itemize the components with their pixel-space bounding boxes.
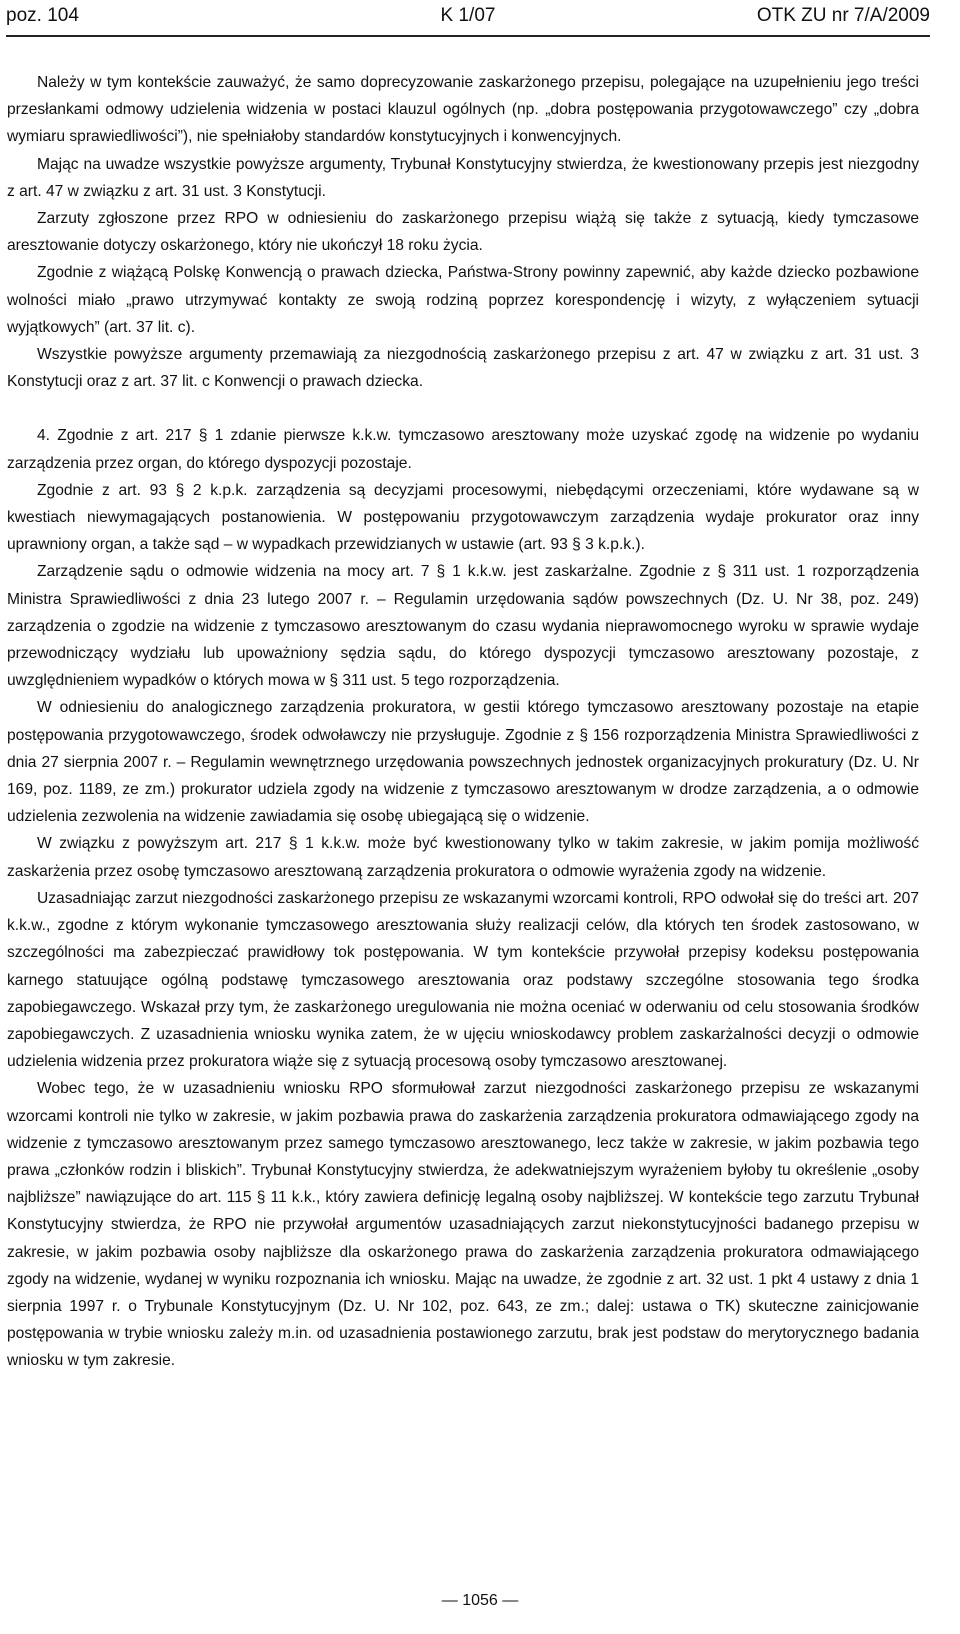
- paragraph: Uzasadniając zarzut niezgodności zaskarżonego przepisu ze wskazanymi wzorcami kontroli, RPO odwołał się do treści art. 207 k.k.w., zgodne z którym wykonanie tymczasowego aresztowania służy realizacji celów, dla których ten środek zastosowano, w szczególności ma zabezpieczać prawidłowy tok postępowania. W tym kontekście przywołał przepisy kodeksu postępowania karnego statuujące ogólną podstawę tymczasowego aresztowania oraz podstawy szczególne stosowania tego środka zapobiegawczego. Wskazał przy tym, że zaskarżonego uregulowania nie można oceniać w oderwaniu od celu stosowania środków zapobiegawczych. Z uzasadnienia wniosku wynika zatem, że w ujęciu wnioskodawcy problem zaskarżalności decyzji o odmowie udzielenia widzenia przez prokuratora wiąże się z sytuacją procesową osoby tymczasowo aresztowanej.: [7, 889, 919, 1071]
- paragraph: Zarządzenie sądu o odmowie widzenia na mocy art. 7 § 1 k.k.w. jest zaskarżalne. Zgodnie z § 311 ust. 1 rozporządzenia Ministra Sprawiedliwości z dnia 23 lutego 2007 r. – Regulamin urzędowania sądów powszechnych (Dz. U. Nr 38, poz. 249) zarządzenia o zgodzie na widzenie z tymczasowo aresztowanym do czasu wydania nieprawomocnego wyroku w sprawie wydaje przewodniczący wydziału lub upoważniony sędzia sądu, do którego dyspozycji tymczasowo aresztowany pozostaje, z uwzględnieniem wypadków o których mowa w § 311 ust. 5 tego rozporządzenia.: [7, 563, 919, 690]
- paragraph: Zgodnie z art. 93 § 2 k.p.k. zarządzenia są decyzjami procesowymi, niebędącymi orzeczeniami, które wydawane są w kwestiach niewymagających postanowienia. W postępowaniu przygotowawczym zarządzenia wydaje prokurator oraz inny uprawniony organ, a także sąd – w wypadkach przewidzianych w ustawie (art. 93 § 3 k.p.k.).: [7, 481, 919, 554]
- paragraph: Wszystkie powyższe argumenty przemawiają za niezgodnością zaskarżonego przepisu z art. 47 w związku z art. 31 ust. 3 Konstytucji oraz z art. 37 lit. c Konwencji o prawach dziecka.: [7, 346, 919, 391]
- paragraph: Zarzuty zgłoszone przez RPO w odniesieniu do zaskarżonego przepisu wiążą się także z sytuacją, kiedy tymczasowe aresztowanie dotyczy oskarżonego, który nie ukończył 18 roku życia.: [7, 210, 919, 255]
- header-divider: [6, 35, 930, 37]
- paragraph: Wobec tego, że w uzasadnieniu wniosku RPO sformułował zarzut niezgodności zaskarżonego przepisu ze wskazanymi wzorcami kontroli nie tylko w zakresie, w jakim pozbawia prawa do zaskarżenia zarządzenia prokuratora odmawiającego zgody na widzenie z tymczasowo aresztowanym przez samego tymczasowo aresztowanego, lecz także w zakresie, w jakim pozbawia tego prawa „członków rodzin i bliskich”. Trybunał Konstytucyjny stwierdza, że adekwatniejszym wyrażeniem byłoby tu określenie „osoby najbliższe” nawiązujące do art. 115 § 11 k.k., który zawiera definicję legalną osoby najbliższej. W kontekście tego zarzutu Trybunał Konstytucyjny stwierdza, że RPO nie przywołał argumentów uzasadniających zarzut niekonstytucyjności badanego przepisu w zakresie, w jakim pozbawia osoby najbliższe dla oskarżonego prawa do zaskarżenia zarządzenia prokuratora odmawiającego zgody na widzenie, wydanej w wyniku rozpoznania ich wniosku. Mając na uwadze, że zgodnie z art. 32 ust. 1 pkt 4 ustawy z dnia 1 sierpnia 1997 r. o Trybunale Konstytucyjnym (Dz. U. Nr 102, poz. 643, ze zm.; dalej: ustawa o TK) skuteczne zainicjowanie postępowania w trybie wniosku zależy m.in. od uzasadnienia postawionego zarzutu, brak jest podstaw do merytorycznego badania wniosku w tym zakresie.: [7, 1080, 919, 1370]
- paragraph: Mając na uwadze wszystkie powyższe argumenty, Trybunał Konstytucyjny stwierdza, że kwestionowany przepis jest niezgodny z art. 47 w związku z art. 31 ust. 3 Konstytucji.: [7, 155, 919, 200]
- paragraph-section-4: 4. Zgodnie z art. 217 § 1 zdanie pierwsze k.k.w. tymczasowo aresztowany może uzyskać zgodę na widzenie po wydaniu zarządzenia przez organ, do którego dyspozycji pozostaje.: [7, 427, 919, 472]
- page-header: [6, 0, 930, 36]
- paragraph: Należy w tym kontekście zauważyć, że samo doprecyzowanie zaskarżonego przepisu, polegające na uzupełnieniu jego treści przesłankami odmowy udzielenia widzenia w postaci klauzul ogólnych (np. „dobra postępowania przygotowawczego” czy „dobra wymiaru sprawiedliwości”), nie spełniałoby standardów konstytucyjnych i konwencyjnych.: [7, 74, 919, 146]
- paragraph: Zgodnie z wiążącą Polskę Konwencją o prawach dziecka, Państwa-Strony powinny zapewnić, aby każde dziecko pozbawione wolności miało „prawo utrzymywać kontakty ze swoją rodziną poprzez korespondencję i wizyty, z wyłączeniem sytuacji wyjątkowych” (art. 37 lit. c).: [7, 264, 919, 336]
- journal-reference: OTK ZU nr 7/A/2009: [756, 5, 930, 26]
- paragraph: W związku z powyższym art. 217 § 1 k.k.w. może być kwestionowany tylko w takim zakresie, w jakim pomija możliwość zaskarżenia przez osobę tymczasowo aresztowaną zarządzenia prokuratora o odmowie wyrażenia zgody na widzenie.: [7, 835, 919, 880]
- position-number: poz. 104: [6, 5, 79, 26]
- case-signature: K 1/07: [440, 5, 496, 26]
- page-number: — 1056 —: [441, 1592, 519, 1609]
- paragraph: W odniesieniu do analogicznego zarządzenia prokuratora, w gestii którego tymczasowo aresztowany pozostaje na etapie postępowania przygotowawczego, środek odwoławczy nie przysługuje. Zgodnie z § 156 rozporządzenia Ministra Sprawiedliwości z dnia 27 sierpnia 2007 r. – Regulamin wewnętrznego urzędowania powszechnych jednostek organizacyjnych prokuratury (Dz. U. Nr 169, poz. 1189, ze zm.) prokurator udziela zgody na widzenie z tymczasowo aresztowanym w drodze zarządzenia, a o odmowie udzielenia zezwolenia na widzenie zawiadamia się osobę ubiegającą się o widzenie.: [7, 699, 919, 826]
- document-body: [7, 69, 919, 1375]
